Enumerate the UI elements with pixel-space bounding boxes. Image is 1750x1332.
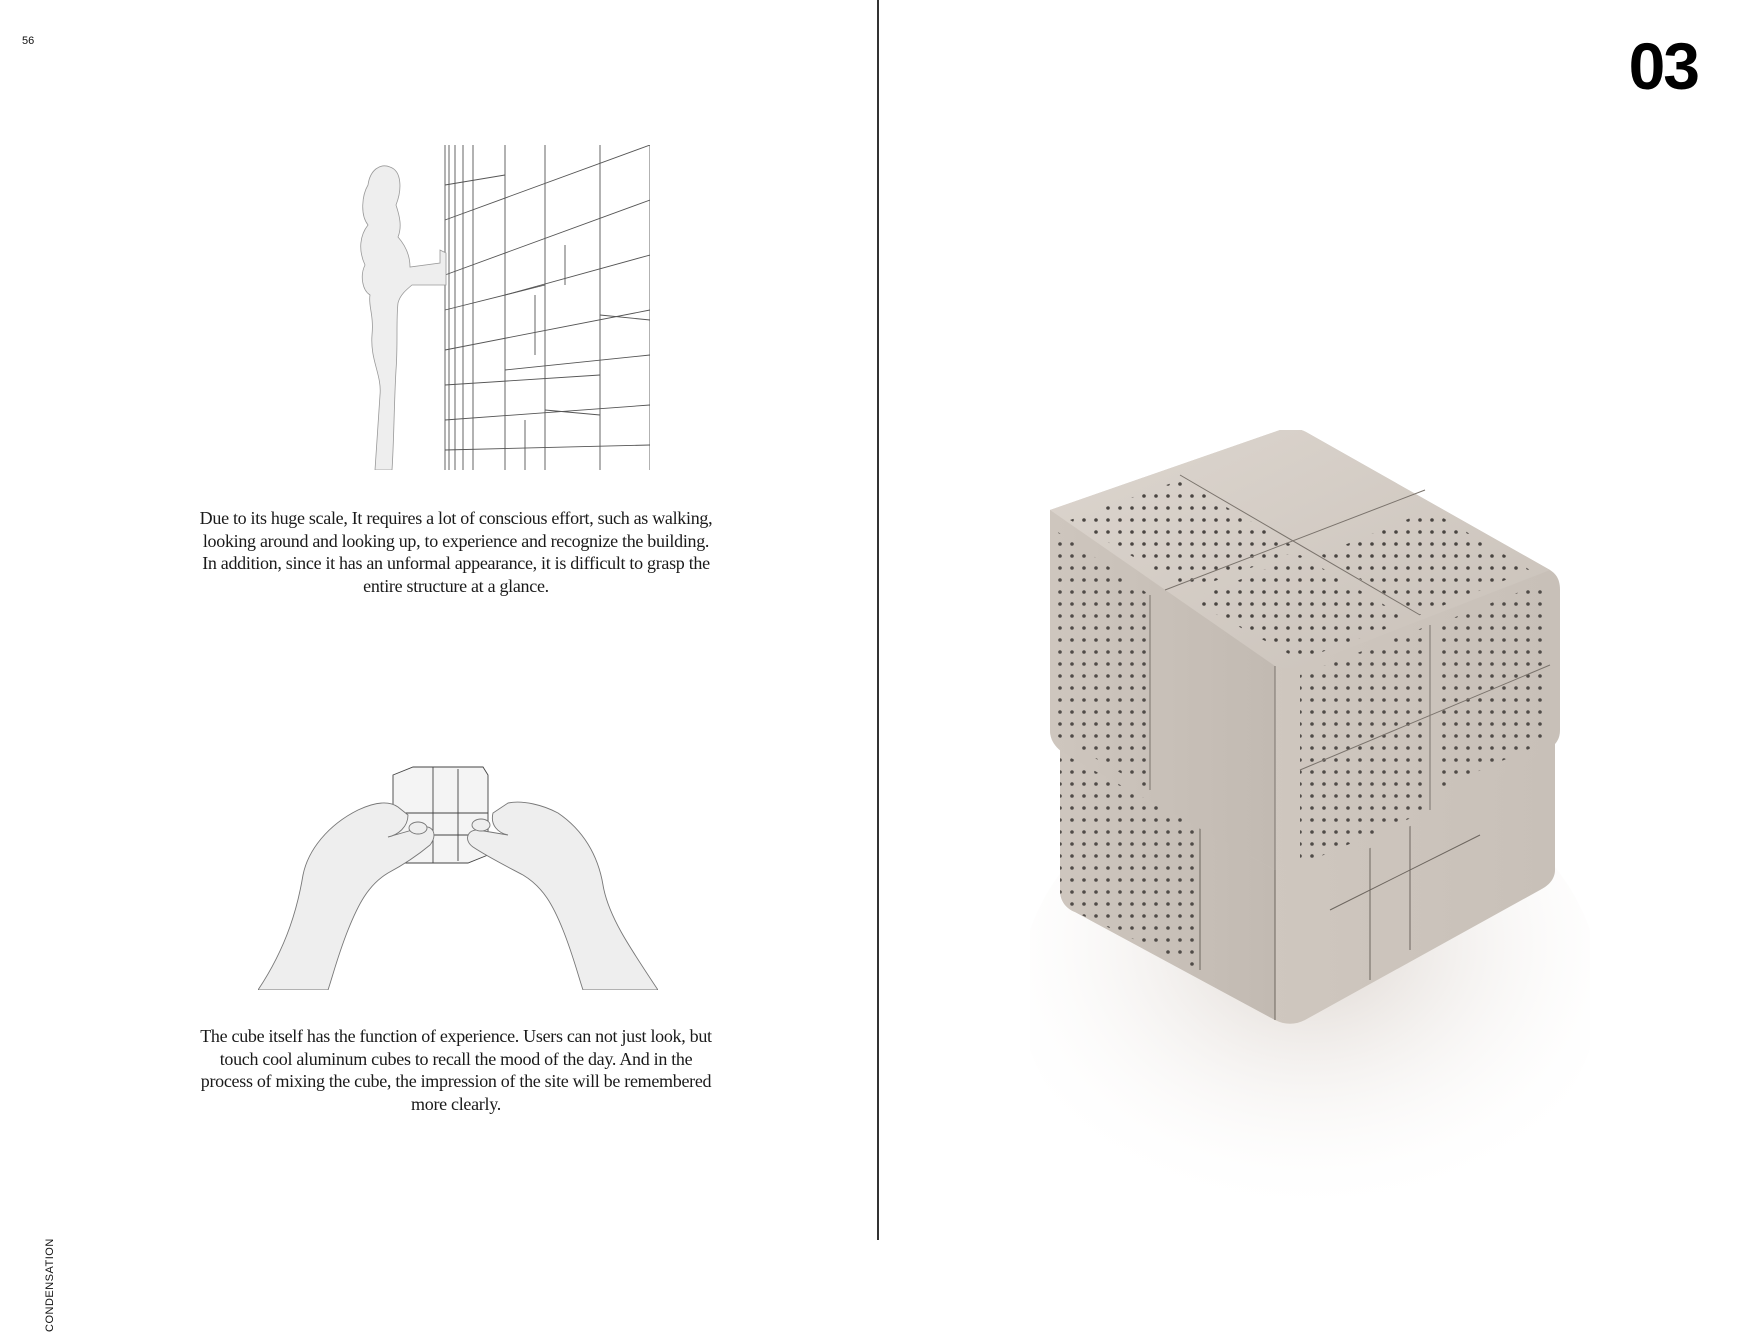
caption-cube-experience: The cube itself has the function of experience. Users can not just look, but touch cool aluminum cubes to recall the mood of the day. And in the process of mixing the cube, the impression of the site will be remembered more clearly.	[200, 1026, 712, 1114]
side-label: CONDENSATION	[44, 1238, 56, 1332]
side-label-container	[22, 712, 56, 1332]
chapter-number: 03	[1628, 29, 1698, 103]
woman-touching-wall-illustration	[330, 145, 650, 470]
perforated-cube-render	[1030, 430, 1590, 1220]
hands-holding-cube-illustration	[258, 755, 658, 990]
page-number: 56	[22, 35, 35, 47]
page-divider	[877, 0, 879, 1240]
caption-scale-experience: Due to its huge scale, It requires a lot of conscious effort, such as walking, looking around and looking up, to experience and recognize the building. In addition, since it has an unformal appearance, it is difficult to grasp the entire structure at a glance.	[199, 508, 713, 596]
